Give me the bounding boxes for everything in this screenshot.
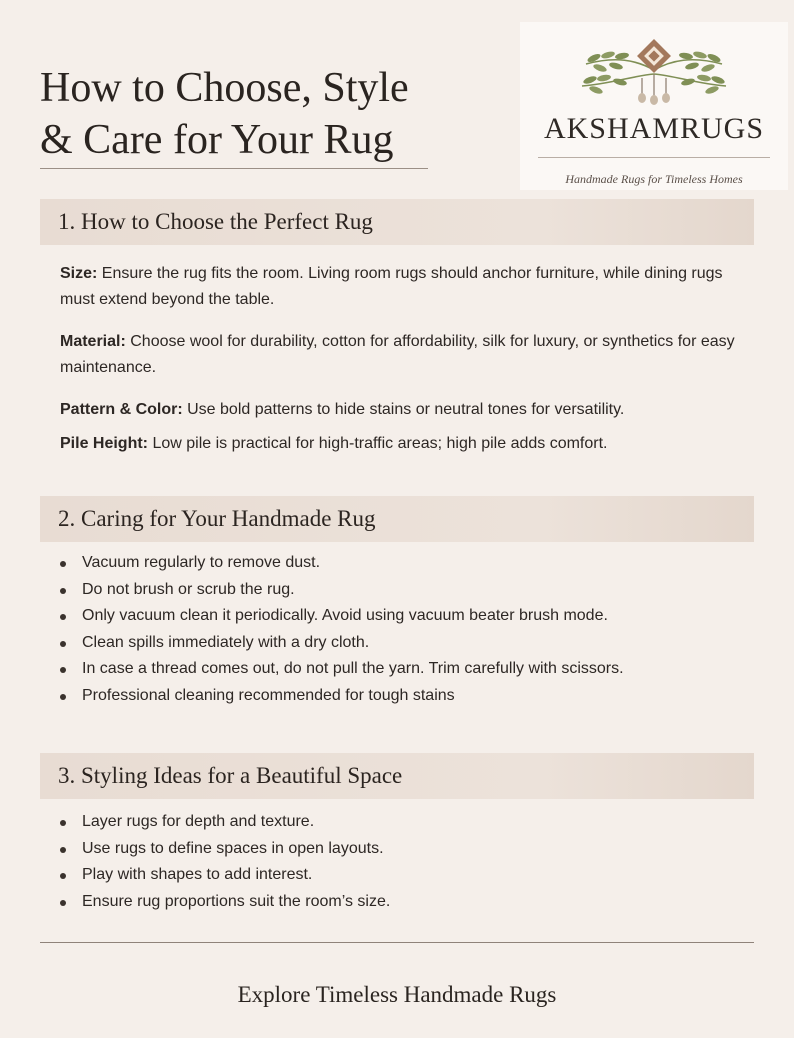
title-divider	[40, 168, 428, 169]
list-item	[58, 683, 758, 710]
list-item	[58, 630, 758, 657]
list-item	[58, 603, 758, 630]
item-text: Use bold patterns to hide stains or neutral tones for versatility.	[182, 401, 625, 418]
item-label: Material:	[60, 333, 126, 350]
list-item-text: Only vacuum clean it periodically. Avoid using vacuum beater brush mode.	[82, 607, 608, 624]
brand-tagline: Handmade Rugs for Timeless Homes	[565, 172, 743, 186]
list-item	[58, 889, 758, 916]
choose-item-size	[60, 261, 750, 313]
section-heading-styling: 3. Styling Ideas for a Beautiful Space	[40, 753, 754, 799]
section-heading-choose: 1. How to Choose the Perfect Rug	[40, 199, 754, 245]
list-item-text: Play with shapes to add interest.	[82, 866, 313, 883]
list-item-text: Ensure rug proportions suit the room’s size.	[82, 892, 391, 910]
item-label: Pattern & Color:	[60, 401, 183, 418]
choose-item-pile-height	[60, 431, 750, 457]
list-item	[58, 577, 758, 604]
title-line-2: & Care for Your Rug	[40, 117, 394, 163]
list-item	[58, 836, 758, 863]
item-label: Pile Height:	[60, 435, 149, 452]
bullet-icon	[60, 873, 66, 879]
list-item-text: Clean spills immediately with a dry cloth.	[82, 633, 370, 651]
bullet-icon	[60, 694, 66, 700]
choose-item-pattern-color	[60, 397, 750, 423]
bullet-icon	[60, 900, 66, 906]
bullet-icon	[60, 820, 66, 826]
choose-item-material	[60, 329, 750, 381]
logo-divider	[538, 157, 770, 158]
bullet-icon	[60, 847, 66, 853]
item-text: Choose wool for durability, cotton for affordability, silk for luxury, or synthetics for easy maintenance.	[60, 333, 735, 376]
footer-tagline: Explore Timeless Handmade Rugs	[237, 982, 557, 1007]
olive-branch-ornament-icon	[566, 30, 742, 110]
bullet-icon	[60, 641, 66, 647]
page-title	[40, 62, 460, 166]
bullet-icon	[60, 614, 66, 620]
list-item-text: In case a thread comes out, do not pull the yarn. Trim carefully with scissors.	[82, 660, 624, 677]
list-item-text: Use rugs to define spaces in open layouts.	[82, 839, 384, 857]
item-text: Ensure the rug fits the room. Living room rugs should anchor furniture, while dining rugs must extend beyond the table.	[60, 265, 723, 308]
title-line-1: How to Choose, Style	[40, 65, 409, 111]
list-item-text: Do not brush or scrub the rug.	[82, 580, 295, 598]
list-item	[58, 809, 758, 836]
brand-name: AKSHAMRUGS	[543, 112, 765, 145]
bullet-icon	[60, 667, 66, 673]
list-item	[58, 550, 758, 577]
list-item-text: Vacuum regularly to remove dust.	[82, 554, 321, 571]
brand-logo	[520, 22, 788, 190]
list-item	[58, 862, 758, 889]
bullet-icon	[60, 588, 66, 594]
list-item	[58, 656, 758, 683]
bullet-icon	[60, 561, 66, 567]
footer-divider	[40, 942, 754, 943]
list-item-text: Professional cleaning recommended for tough stains	[82, 686, 455, 704]
list-item-text: Layer rugs for depth and texture.	[82, 813, 315, 830]
item-label: Size:	[60, 265, 98, 282]
item-text: Low pile is practical for high-traffic areas; high pile adds comfort.	[148, 435, 608, 452]
section-heading-caring: 2. Caring for Your Handmade Rug	[40, 496, 754, 542]
styling-list	[58, 809, 758, 915]
caring-list	[58, 550, 758, 709]
